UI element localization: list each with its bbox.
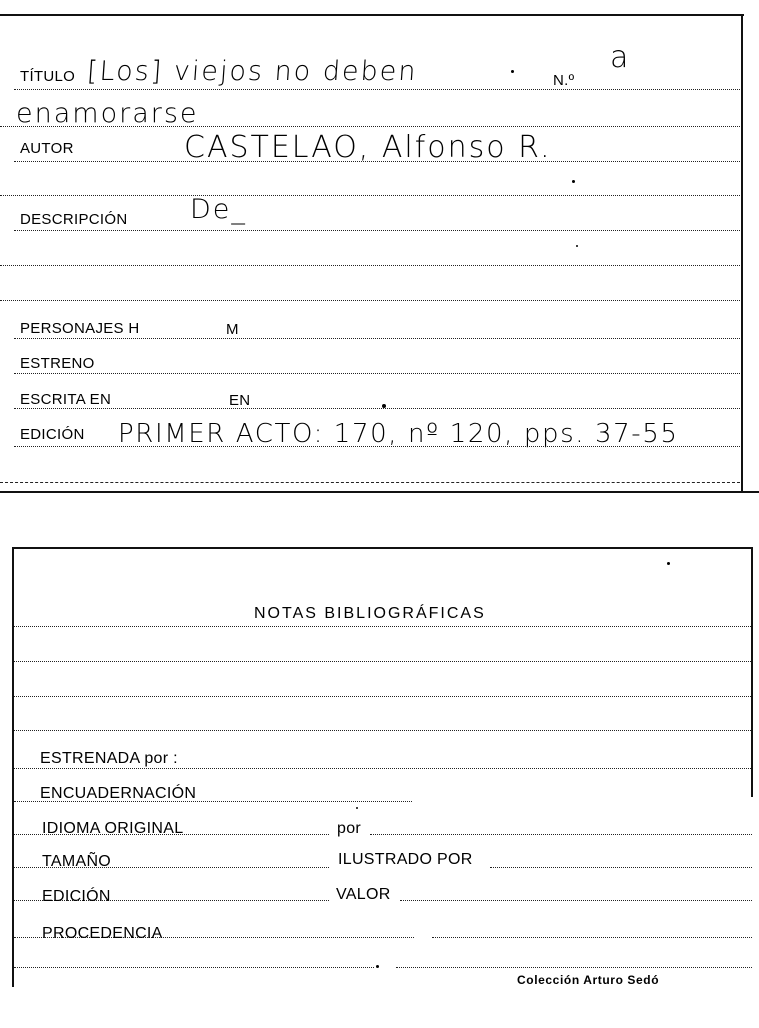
edicion-label: EDICIÓN [20, 426, 85, 443]
ruled-line [396, 967, 752, 968]
ink-speck [667, 562, 670, 565]
ink-speck [576, 245, 578, 247]
ruled-line [0, 482, 740, 483]
card-left-edge [12, 547, 14, 987]
ink-speck [356, 807, 358, 809]
ink-speck [382, 404, 386, 408]
personajes-m-label: M [226, 321, 239, 338]
ruled-line [0, 300, 740, 301]
ruled-line [14, 768, 751, 769]
ruled-line [14, 230, 740, 231]
ilustrado-label: ILUSTRADO POR [338, 851, 473, 868]
ink-speck [572, 180, 575, 183]
edicion-handwritten: PRIMER ACTO: 170, nº 120, pps. 37-55 [118, 419, 679, 449]
descripcion-label: DESCRIPCIÓN [20, 211, 128, 228]
ruled-line [0, 195, 740, 196]
titulo-handwritten-continuation: enamorarse [16, 98, 199, 129]
catalog-card-back [0, 540, 759, 1028]
ruled-line [0, 265, 740, 266]
card-right-edge [741, 14, 743, 492]
escrita-en-label: EN [229, 392, 251, 409]
ruled-line [14, 408, 740, 409]
ruled-line [14, 338, 740, 339]
ruled-line [370, 834, 752, 835]
ruled-line [490, 867, 752, 868]
edicion-label: EDICIÓN [42, 888, 111, 905]
procedencia-label: PROCEDENCIA [42, 925, 163, 942]
descripcion-handwritten: De_ [190, 194, 247, 225]
notas-bibliograficas-title: NOTAS BIBLIOGRÁFICAS [254, 605, 486, 622]
card-right-edge [751, 547, 753, 797]
ruled-line [14, 373, 740, 374]
ruled-line [14, 626, 751, 627]
ink-speck [376, 965, 379, 968]
autor-label: AUTOR [20, 140, 74, 157]
ruled-line [432, 937, 752, 938]
estrenada-label: ESTRENADA por : [40, 750, 178, 767]
ink-speck [511, 70, 514, 73]
tamano-label: TAMAÑO [42, 853, 112, 870]
collection-credit: Colección Arturo Sedó [517, 973, 660, 987]
card-top-edge [0, 14, 744, 16]
card-top-edge [12, 547, 753, 549]
idioma-label: IDIOMA ORIGINAL [42, 820, 184, 837]
ruled-line [14, 661, 751, 662]
ruled-line [14, 967, 374, 968]
titulo-label: TÍTULO [20, 68, 76, 85]
ruled-line [14, 730, 751, 731]
catalog-card-front [0, 0, 759, 500]
card-bottom-edge [0, 491, 759, 493]
por-label: por [337, 820, 362, 837]
titulo-handwritten: [Los] viejos no deben [86, 56, 419, 87]
ruled-line [14, 696, 751, 697]
personajes-label: PERSONAJES H [20, 320, 140, 337]
ruled-line [400, 900, 752, 901]
encuadernacion-label: ENCUADERNACIÓN [40, 785, 197, 802]
valor-label: VALOR [336, 886, 391, 903]
numero-label: N.º [553, 72, 575, 89]
autor-handwritten: CASTELAO, Alfonso R. [184, 130, 552, 165]
ruled-line [14, 89, 740, 90]
escrita-label: ESCRITA EN [20, 391, 112, 408]
numero-handwritten: a [610, 40, 631, 75]
estreno-label: ESTRENO [20, 355, 95, 372]
